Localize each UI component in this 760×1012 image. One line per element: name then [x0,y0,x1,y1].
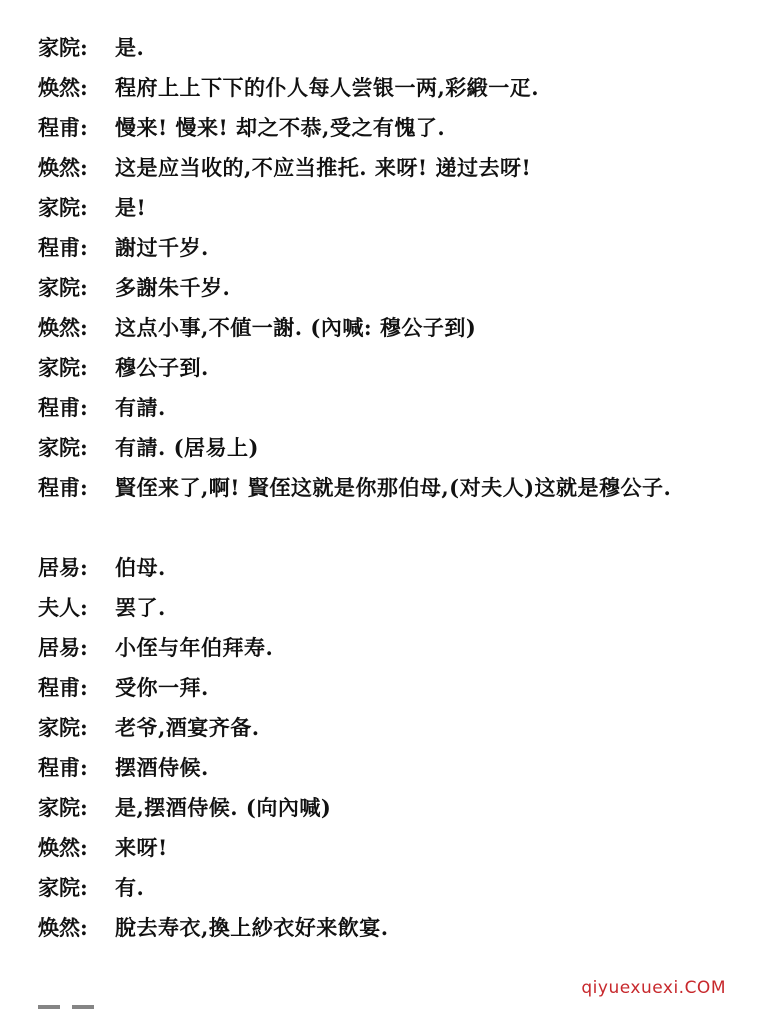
dialogue-line [38,708,728,748]
speech-text: 罢了. [115,595,166,620]
dialogue-line [38,588,728,628]
speaker-name: 家院: [38,435,88,460]
speech-text: 穆公子到. [115,355,209,380]
speech-text: 是! [115,195,147,220]
dialogue-line [38,148,728,188]
speech-text: 有請. [115,395,166,420]
dialogue-line [38,628,728,668]
dialogue-line [38,348,728,388]
speaker-name: 焕然: [38,315,88,340]
speaker-name: 家院: [38,35,88,60]
dialogue-line [38,68,728,108]
speaker-name: 焕然: [38,835,88,860]
speaker-name: 家院: [38,875,88,900]
speaker-name: 程甫: [38,235,88,260]
dialogue-line [38,668,728,708]
speech-text: 这点小事,不値一謝. (內喊: 穆公子到) [115,315,477,340]
speech-text: 有請. (居易上) [115,435,259,460]
dialogue-line [38,908,728,948]
speech-text: 来呀! [115,835,168,860]
speaker-name: 夫人: [38,595,88,620]
speech-text: 多謝朱千岁. [115,275,231,300]
dialogue-line [38,308,728,348]
speech-text: 是. [115,35,145,60]
speaker-name: 居易: [38,635,88,660]
speaker-name: 家院: [38,795,88,820]
dialogue-line [38,868,728,908]
speaker-name: 焕然: [38,75,88,100]
ink-fragment [72,1005,94,1009]
speech-text: 小侄与年伯拜寿. [115,635,274,660]
speaker-name: 程甫: [38,675,88,700]
speaker-name: 程甫: [38,395,88,420]
speech-text: 摆酒侍候. [115,755,209,780]
dialogue-line [38,228,728,268]
speaker-name: 焕然: [38,155,88,180]
dialogue-line [38,388,728,428]
speaker-name: 家院: [38,715,88,740]
dialogue-line [38,108,728,148]
dialogue-line [38,468,728,548]
speaker-name: 程甫: [38,115,88,140]
speech-text: 伯母. [115,555,166,580]
dialogue-line [38,428,728,468]
speaker-name: 家院: [38,195,88,220]
ink-fragment [38,1005,60,1009]
dialogue-line [38,188,728,228]
speaker-name: 家院: [38,355,88,380]
speech-text: 有. [115,875,145,900]
speech-text: 謝过千岁. [115,235,209,260]
speaker-name: 居易: [38,555,88,580]
speech-text: 老爷,酒宴齐备. [115,715,260,740]
cropped-next-line [38,994,118,1012]
dialogue-list [38,28,728,948]
dialogue-line [38,788,728,828]
dialogue-line [38,828,728,868]
dialogue-line [38,28,728,68]
speech-text: 这是应当收的,不应当推托. 来呀! 递过去呀! [115,155,532,180]
site-watermark: qiyuexuexi.COM [581,978,726,998]
speech-text: 程府上上下下的仆人每人尝银一两,彩緞一疋. [115,75,540,100]
dialogue-line [38,548,728,588]
dialogue-line [38,268,728,308]
speech-text: 慢来! 慢来! 却之不恭,受之有愧了. [115,115,446,140]
speech-text: 受你一拜. [115,675,209,700]
speech-text: 脫去寿衣,換上紗衣好来飲宴. [115,915,389,940]
speaker-name: 程甫: [38,755,88,780]
speech-text: 是,摆酒侍候. (向內喊) [115,795,332,820]
dialogue-line [38,748,728,788]
speaker-name: 家院: [38,275,88,300]
speaker-name: 焕然: [38,915,88,940]
speech-text: 賢侄来了,啊! 賢侄这就是你那伯母,(对夫人)这就是穆公子. [115,475,672,500]
speaker-name: 程甫: [38,475,88,500]
